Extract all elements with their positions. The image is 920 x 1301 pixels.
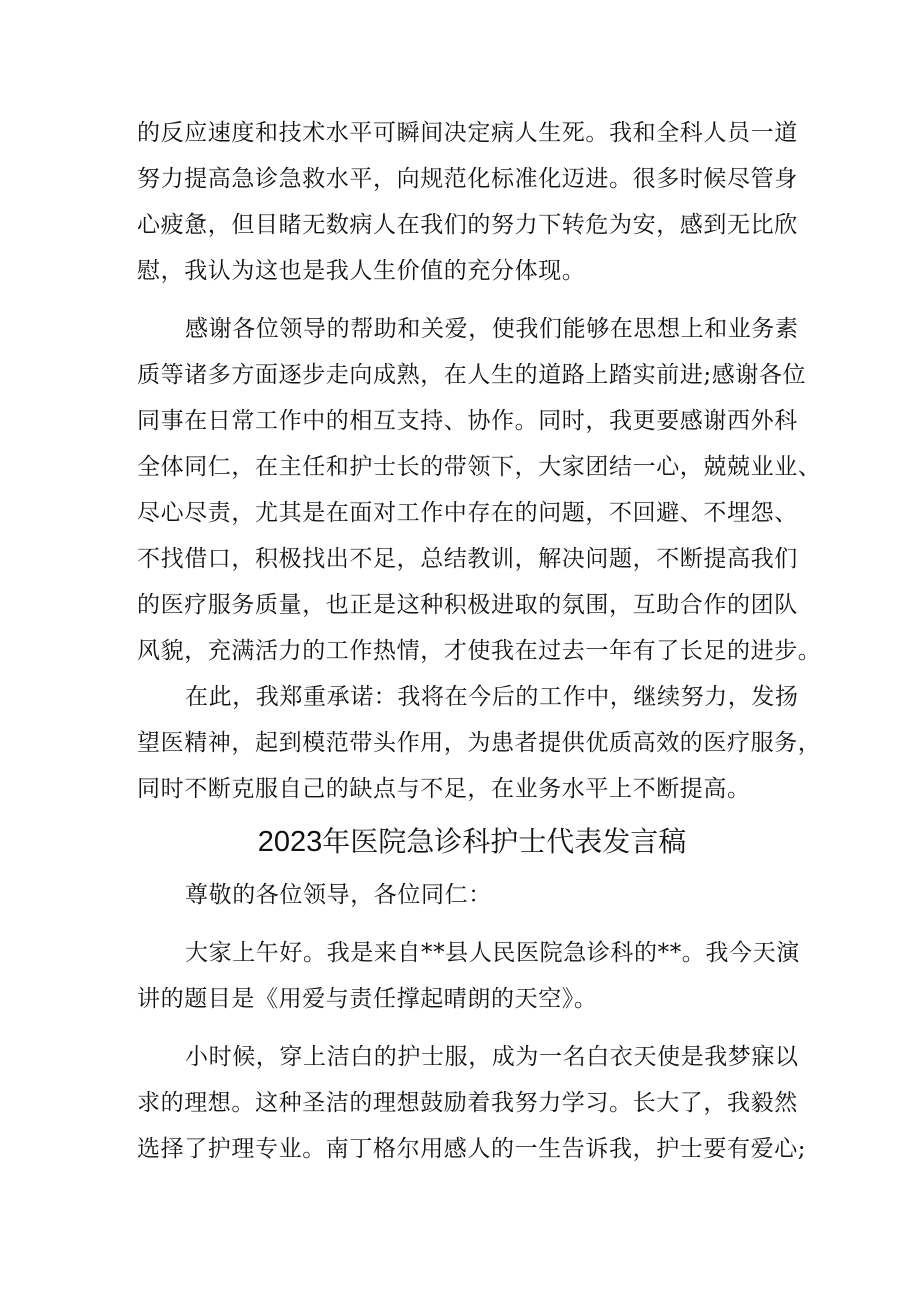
text-line: 望医精神，起到模范带头作用，为患者提供优质高效的医疗服务， bbox=[137, 730, 822, 756]
paragraph-2 bbox=[137, 306, 822, 674]
text-line: 的反应速度和技术水平可瞬间决定病人生死。我和全科人员一道 bbox=[137, 120, 798, 146]
text-line: 的医疗服务质量，也正是这种积极进取的氛围，互助合作的团队 bbox=[137, 592, 798, 618]
text-line: 心疲惫，但目睹无数病人在我们的努力下转危为安，感到无比欣 bbox=[137, 212, 798, 238]
text-line: 质等诸多方面逐步走向成熟，在人生的道路上踏实前进;感谢各位 bbox=[137, 362, 807, 388]
text-line: 求的理想。这种圣洁的理想鼓励着我努力学习。长大了，我毅然 bbox=[137, 1090, 798, 1116]
text-line: 在此，我郑重承诺：我将在今后的工作中，继续努力，发扬 bbox=[185, 684, 799, 710]
text-line: 选择了护理专业。南丁格尔用感人的一生告诉我，护士要有爱心; bbox=[137, 1136, 807, 1162]
greeting-line: 尊敬的各位领导，各位同仁： bbox=[185, 882, 492, 908]
title-year: 2023 bbox=[257, 826, 323, 858]
document-title bbox=[137, 816, 807, 868]
text-line: 风貌，充满活力的工作热情，才使我在过去一年有了长足的进步。 bbox=[137, 638, 822, 664]
paragraph-3 bbox=[137, 674, 822, 812]
text-line: 不找借口，积极找出不足，总结教训，解决问题，不断提高我们 bbox=[137, 546, 798, 572]
text-line: 大家上午好。我是来自**县人民医院急诊科的**。我今天演 bbox=[185, 940, 800, 966]
paragraph-gap bbox=[137, 1022, 807, 1034]
text-line: 同事在日常工作中的相互支持、协作。同时，我更要感谢西外科 bbox=[137, 408, 798, 434]
paragraph-5 bbox=[137, 1034, 807, 1172]
document-body bbox=[137, 110, 822, 1172]
paragraph-gap bbox=[137, 918, 807, 930]
text-line: 小时候，穿上洁白的护士服，成为一名白衣天使是我梦寐以 bbox=[185, 1044, 799, 1070]
text-line: 全体同仁，在主任和护士长的带领下，大家团结一心，兢兢业业、 bbox=[137, 454, 822, 480]
text-line: 尽心尽责，尤其是在面对工作中存在的问题，不回避、不埋怨、 bbox=[137, 500, 798, 526]
text-line: 努力提高急诊急救水平，向规范化标准化迈进。很多时候尽管身 bbox=[137, 166, 798, 192]
text-line: 慰，我认为这也是我人生价值的充分体现。 bbox=[137, 258, 586, 284]
text-line: 讲的题目是《用爱与责任撑起晴朗的天空》。 bbox=[137, 986, 598, 1012]
text-line: 同时不断克服自己的缺点与不足，在业务水平上不断提高。 bbox=[137, 776, 751, 802]
paragraph-1 bbox=[137, 110, 807, 294]
title-text: 年医院急诊科护士代表发言稿 bbox=[322, 825, 687, 858]
text-line: 感谢各位领导的帮助和关爱，使我们能够在思想上和业务素 bbox=[185, 316, 799, 342]
paragraph-4 bbox=[137, 930, 807, 1022]
paragraph-gap bbox=[137, 294, 807, 306]
